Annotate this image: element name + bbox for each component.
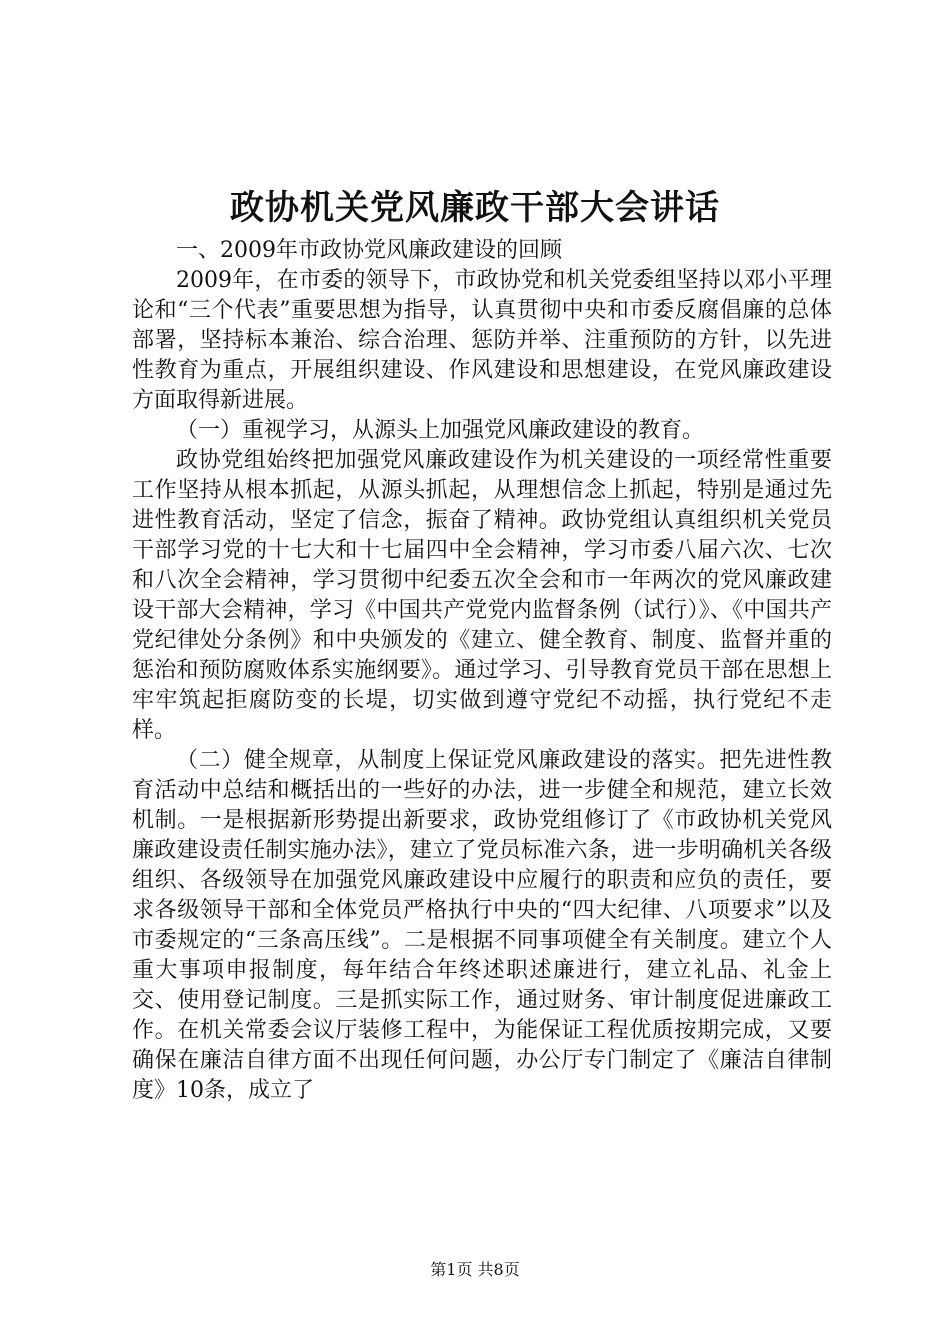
document-title: 政协机关党风廉政干部大会讲话: [230, 188, 720, 228]
paragraph: （二）健全规章，从制度上保证党风廉政建设的落实。把先进性教育活动中总结和概括出的一些好的办法，进一步健全和规范，建立长效机制。一是根据新形势提出新要求，政协党组修订了《市政协机关党风廉政建设责任制实施办法》，建立了党员标准六条，进一步明确机关各级组织、各级领导在加强党风廉政建设中应履行的职责和应负的责任，要求各级领导干部和全体党员严格执行中央的“四大纪律、八项要求”以及市委规定的“三条高压线”。二是根据不同事项健全有关制度。建立个人重大事项申报制度，每年结合年终述职述廉进行，建立礼品、礼金上交、使用登记制度。三是抓实际工作，通过财务、审计制度促进廉政工作。在机关常委会议厅装修工程中，为能保证工程优质按期完成，又要确保在廉洁自律方面不出现任何问题，办公厅专门制定了《廉洁自律制度》10条，成立了: [132, 748, 832, 1103]
document-body: [132, 236, 832, 1106]
section-heading: 一、2009年市政协党风廉政建设的回顾: [176, 238, 562, 263]
page-footer: 第1页 共8页: [430, 1260, 520, 1279]
paragraph: 2009年，在市委的领导下，市政协党和机关党委组坚持以邓小平理论和“三个代表”重要思想为指导，认真贯彻中央和市委反腐倡廉的总体部署，坚持标本兼治、综合治理、惩防并举、注重预防的方针，以先进性教育为重点，开展组织建设、作风建设和思想建设，在党风廉政建设方面取得新进展。: [132, 268, 832, 413]
paragraph: 政协党组始终把加强党风廉政建设作为机关建设的一项经常性重要工作坚持从根本抓起，从源头抓起，从理想信念上抓起，特别是通过先进性教育活动，坚定了信念，振奋了精神。政协党组认真组织机关党员干部学习党的十七大和十七届四中全会精神，学习市委八届六次、七次和八次全会精神，学习贯彻中纪委五次全会和市一年两次的党风廉政建设干部大会精神，学习《中国共产党党内监督条例（试行）》、《中国共产党纪律处分条例》和中央颁发的《建立、健全教育、制度、监督并重的惩治和预防腐败体系实施纲要》。通过学习、引导教育党员干部在思想上牢牢筑起拒腐防变的长堤，切实做到遵守党纪不动摇，执行党纪不走样。: [132, 448, 832, 743]
subsection-heading: （一）重视学习，从源头上加强党风廉政建设的教育。: [176, 418, 705, 443]
